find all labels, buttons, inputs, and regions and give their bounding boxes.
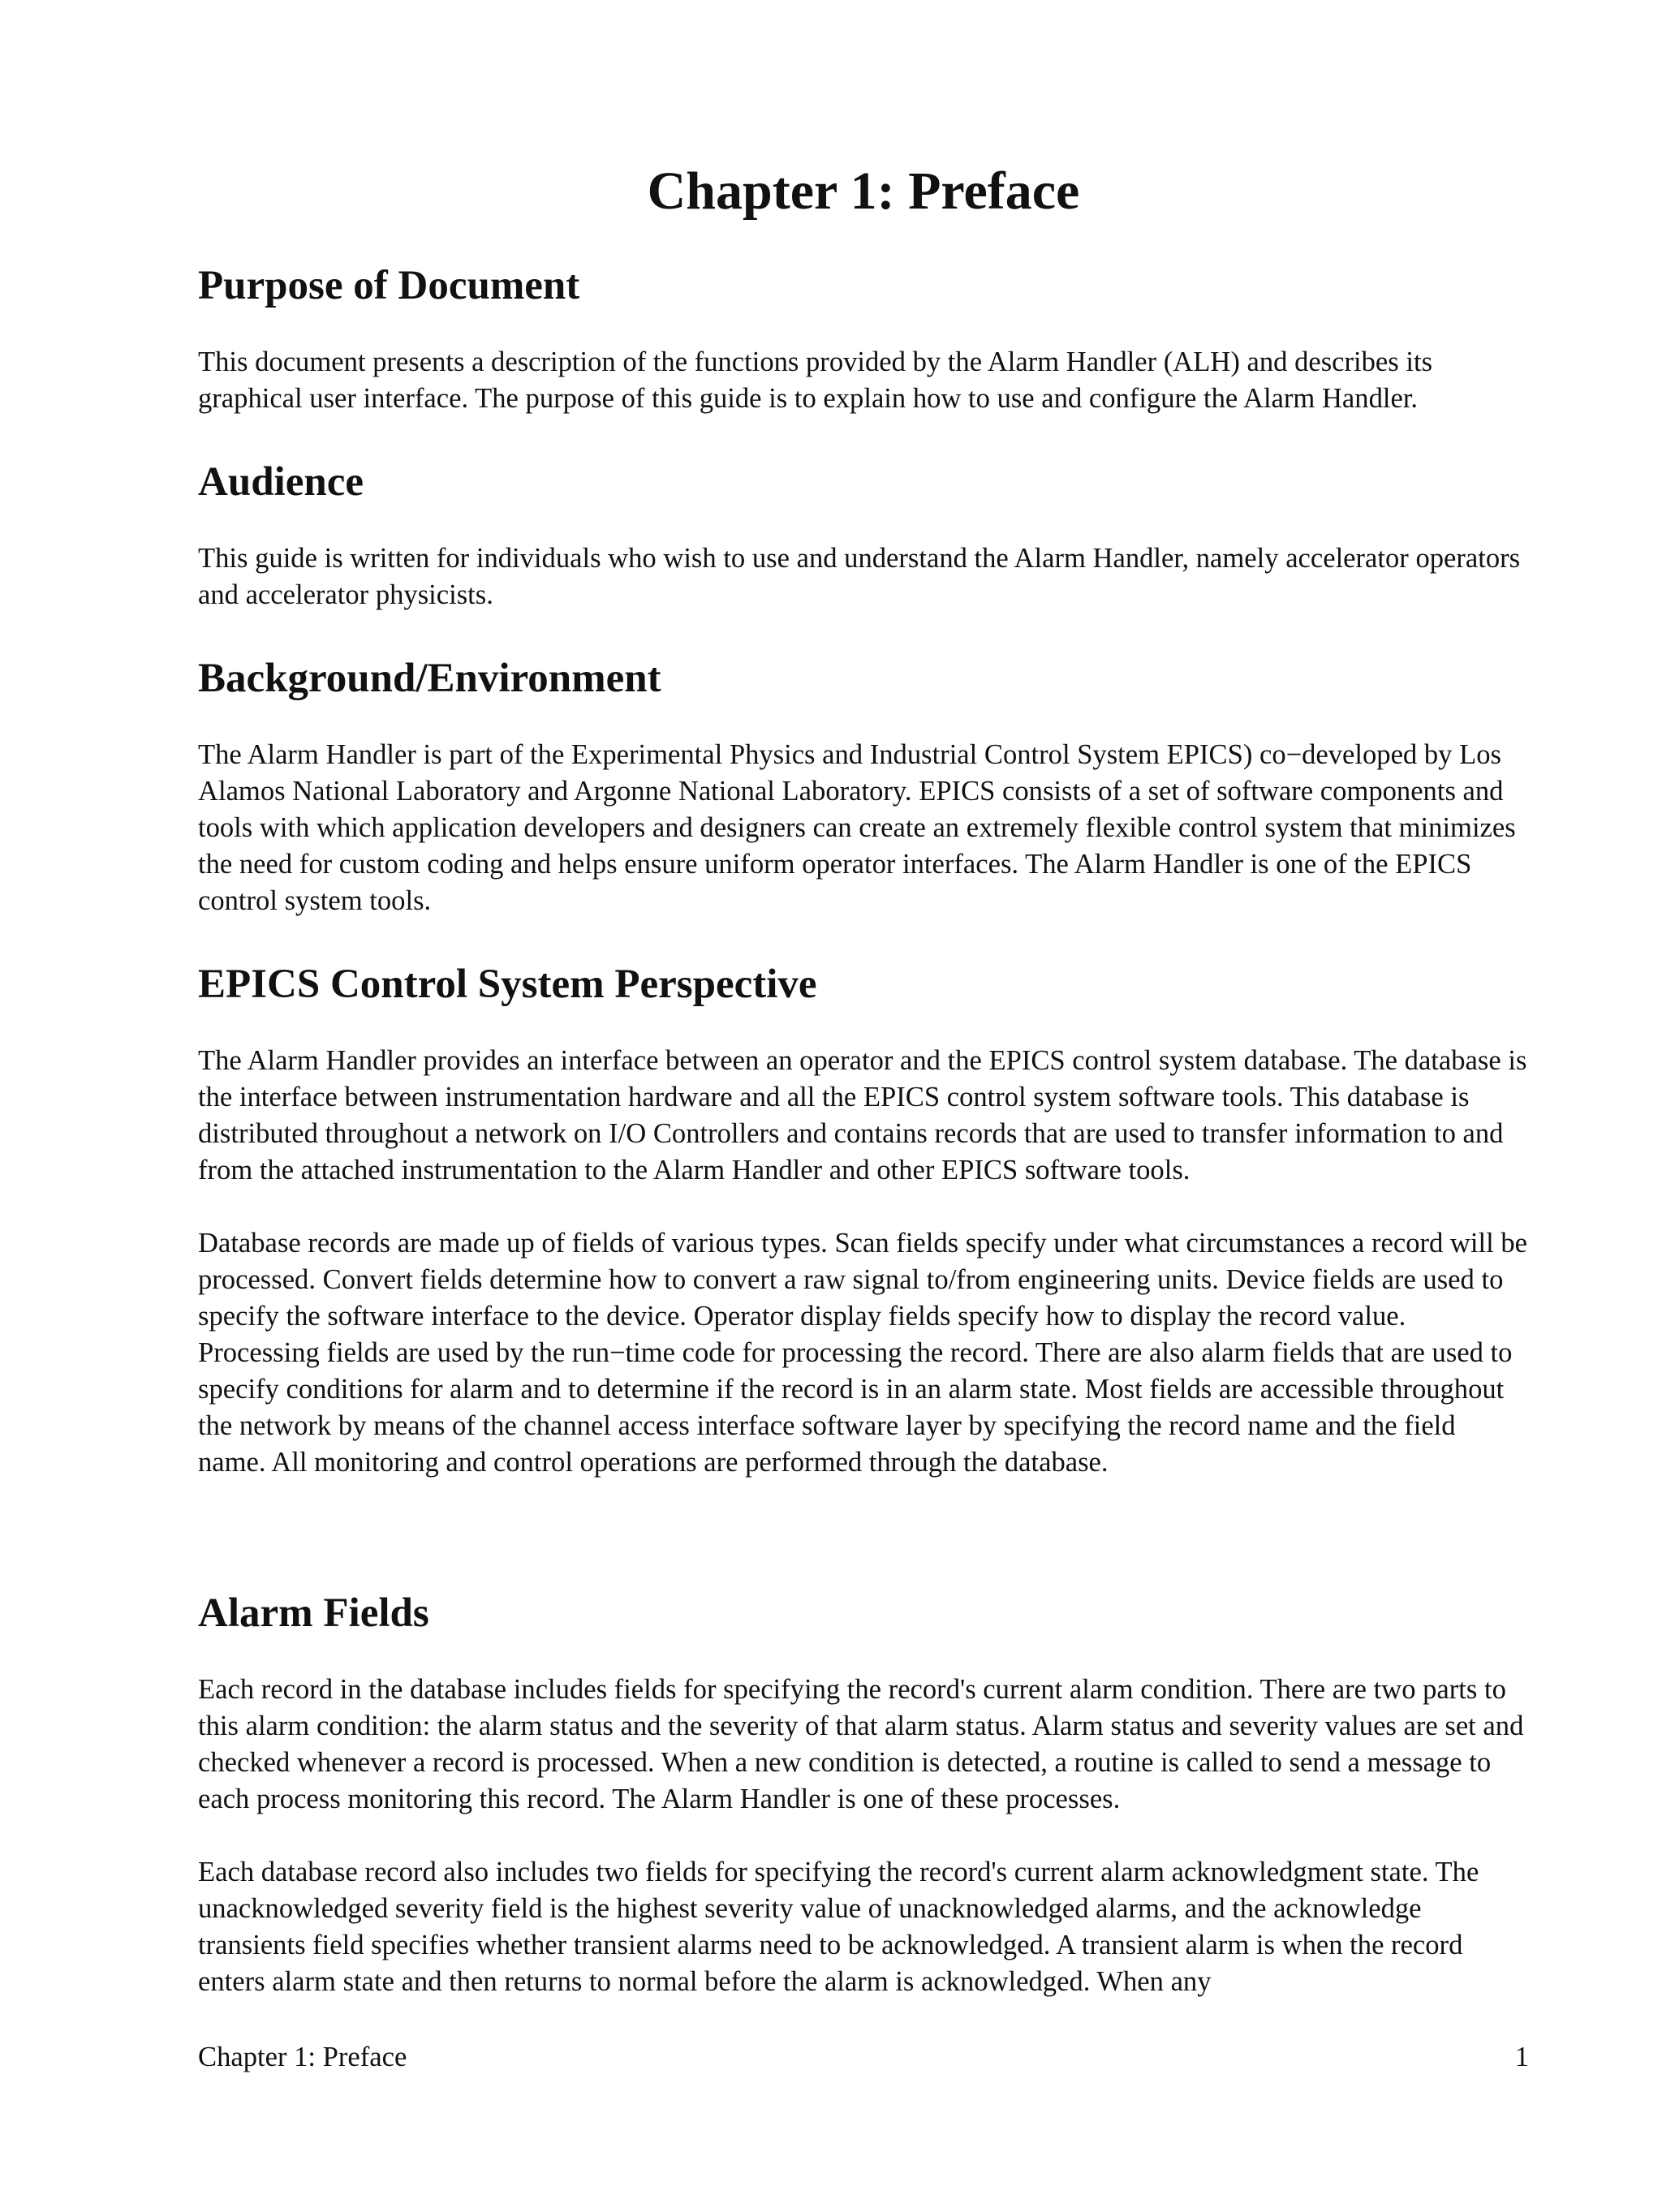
footer-chapter-label: Chapter 1: Preface (198, 2042, 407, 2072)
paragraph: Database records are made up of fields of various types. Scan fields specify under what circumstances a record will be processed. Convert fields determine how to convert a raw signal to/from engineering units. Device fields are used to specify the software interface to the device. Operator display fields specify how to display the record value. Processing fields are used by the run−time code for processing the record. There are also alarm fields that are used to specify conditions for alarm and to determine if the record is in an alarm state. Most fields are accessible throughout the network by means of the channel access interface software layer by specifying the record name and the field name. All monitoring and control operations are performed through the database. (198, 1228, 1528, 1478)
paragraph: Each database record also includes two fields for specifying the record's current alarm acknowledgment state. The unacknowledged severity field is the highest severity value of unacknowledged alarms, and the acknowledge transients field specifies whether transient alarms need to be acknowledged. A transient alarm is when the record enters alarm state and then returns to normal before the alarm is acknowledged. When any (198, 1857, 1479, 1998)
section-heading: Purpose of Document (198, 263, 580, 308)
section-heading: Audience (198, 459, 364, 505)
page-footer (198, 2039, 1529, 2076)
section-heading: Background/Environment (198, 656, 661, 701)
paragraph: This document presents a description of the functions provided by the Alarm Handler (ALH) and describes its graphical user interface. The purpose of this guide is to explain how to use and configure the Alarm Handler. (198, 346, 1433, 415)
section-purpose (198, 261, 1529, 417)
chapter-title: Chapter 1: Preface (647, 161, 1080, 221)
paragraph: This guide is written for individuals who wish to use and understand the Alarm Handler, namely accelerator operators and accelerator physicists. (198, 543, 1521, 611)
section-audience (198, 458, 1529, 613)
section-background (198, 654, 1529, 919)
section-alarm-fields (198, 1589, 1529, 2000)
paragraph: The Alarm Handler is part of the Experimental Physics and Industrial Control System EPICS) co−developed by Los Alamos National Laboratory and Argonne National Laboratory. EPICS consists of a set of software components and tools with which application developers and designers can create an extremely flexible control system that minimizes the need for custom coding and helps ensure uniform operator interfaces. The Alarm Handler is one of the EPICS control system tools. (198, 739, 1516, 917)
page-number: 1 (1514, 2042, 1529, 2072)
section-heading: EPICS Control System Perspective (198, 962, 817, 1007)
section-epics-perspective (198, 960, 1529, 1481)
paragraph: Each record in the database includes fields for specifying the record's current alarm condition. There are two parts to this alarm condition: the alarm status and the severity of that alarm status. Alarm status and severity values are set and checked whenever a record is processed. When a new condition is detected, a routine is called to send a message to each process monitoring this record. The Alarm Handler is one of these processes. (198, 1674, 1524, 1815)
paragraph: The Alarm Handler provides an interface between an operator and the EPICS control system database. The database is the interface between instrumentation hardware and all the EPICS control system software tools. This database is distributed throughout a network on I/O Controllers and contains records that are used to transfer information to and from the attached instrumentation to the Alarm Handler and other EPICS software tools. (198, 1045, 1527, 1186)
section-heading: Alarm Fields (198, 1590, 429, 1636)
